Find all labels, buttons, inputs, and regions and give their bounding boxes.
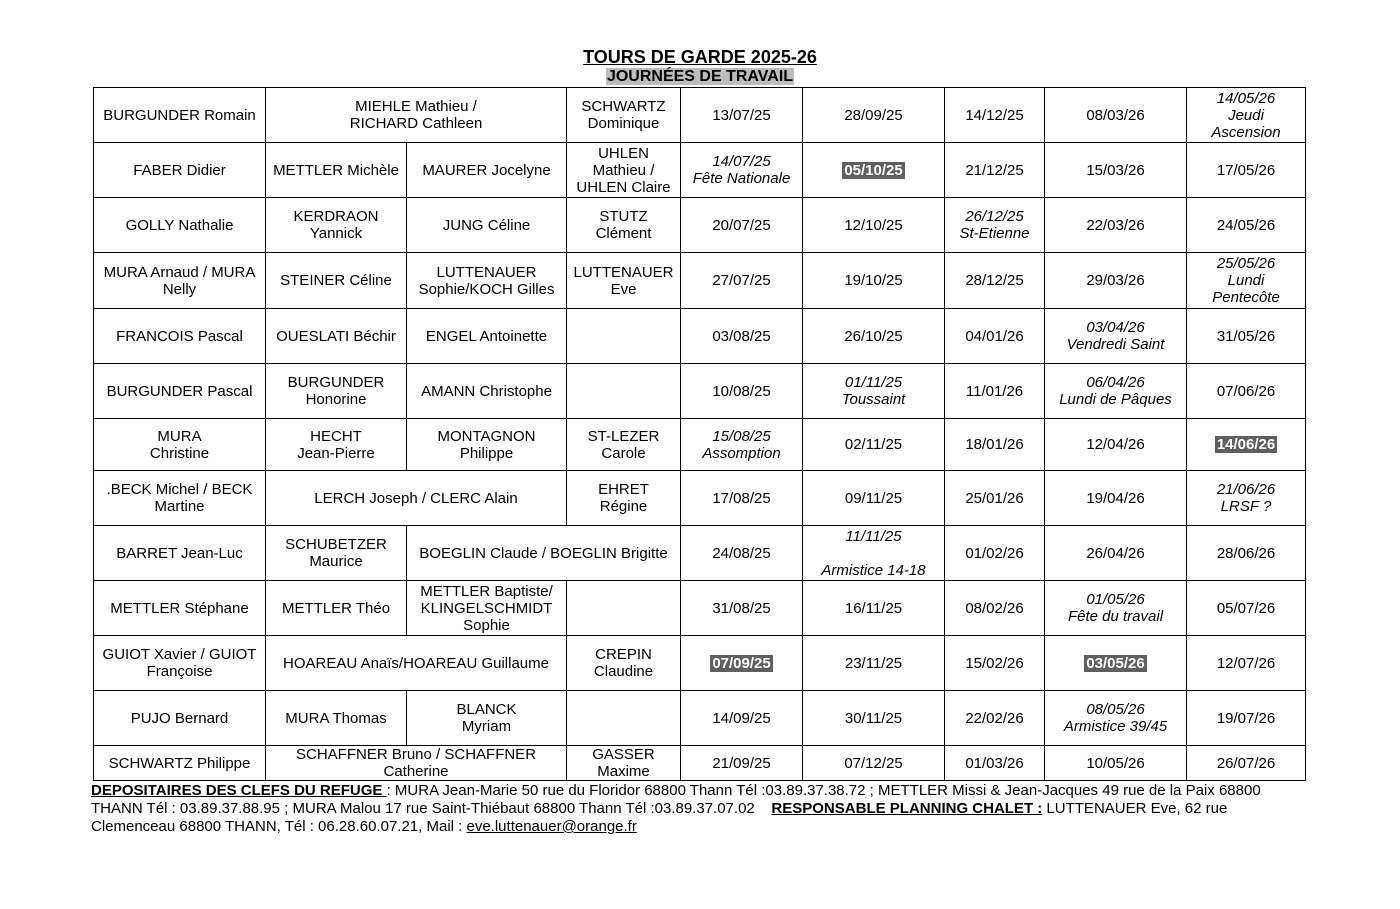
duty-date-text: 19/10/25 (844, 272, 903, 289)
duty-date-cell (681, 581, 803, 636)
duty-date-cell (681, 691, 803, 746)
team-member-cell (94, 198, 266, 253)
table-row (94, 253, 1306, 309)
duty-date-cell (681, 526, 803, 581)
team-member-cell (94, 691, 266, 746)
team-member-text: CREPIN Claudine (593, 646, 654, 680)
team-member-text: BURGUNDER Romain (103, 106, 256, 124)
duty-date-text: 04/01/26 (965, 327, 1024, 345)
team-member-cell (266, 746, 567, 781)
team-member-cell (407, 364, 567, 419)
team-member-text: HOAREAU Anaïs/HOAREAU Guillaume (283, 654, 549, 672)
highlighted-date: 03/05/26 (1086, 654, 1145, 672)
team-member-text: UHLEN Mathieu / UHLEN Claire (576, 144, 671, 196)
duty-date-text: 01/03/26 (965, 754, 1024, 772)
duty-date-cell (681, 198, 803, 253)
team-member-text: AMANN Christophe (421, 382, 552, 400)
roster-body (94, 88, 1306, 781)
duty-date-text: 26/04/26 (1086, 544, 1145, 562)
duty-date-cell (803, 88, 945, 143)
duty-date-cell (803, 636, 945, 691)
duty-date-text: 02/11/25 (844, 436, 903, 453)
table-row (94, 526, 1306, 581)
team-member-cell (567, 253, 681, 309)
duty-date-text: 12/04/26 (1086, 436, 1145, 453)
team-member-cell (567, 198, 681, 253)
team-member-text: OUESLATI Béchir (276, 327, 396, 345)
team-member-cell (266, 309, 407, 364)
table-row (94, 691, 1306, 746)
team-member-text: MURA Arnaud / MURA Nelly (103, 263, 256, 298)
duty-date-text: 25/01/26 (965, 489, 1024, 507)
team-member-text: HECHT Jean-Pierre (297, 427, 375, 462)
team-member-cell (567, 746, 681, 781)
team-member-text: GOLLY Nathalie (125, 216, 234, 234)
team-member-cell (567, 143, 681, 198)
duty-date-text: 23/11/25 (844, 654, 903, 672)
duty-date-text: 31/08/25 (712, 599, 771, 617)
highlighted-date: 05/10/25 (844, 161, 903, 179)
duty-date-cell (681, 88, 803, 143)
keys-holders-text: : MURA Jean-Marie 50 rue du Floridor 68800 Thann Tél :03.89.37.38.72 ; METTLER Missi & Jean-Jacques 49 rue de la Paix 68800 THANN Tél : 03.89.37.88.95 ; MURA Malou 17 rue Saint-Thiébaut 68800 Thann Tél :03.89.37.07.02 (91, 782, 1261, 817)
team-member-cell (407, 581, 567, 636)
duty-date-text: 28/09/25 (844, 106, 903, 124)
planning-manager-label: RESPONSABLE PLANNING CHALET : (771, 800, 1043, 817)
team-member-cell (266, 253, 407, 309)
duty-date-text: 03/04/26 Vendredi Saint (1066, 319, 1165, 353)
duty-date-cell (681, 253, 803, 309)
duty-date-text: 22/03/26 (1086, 216, 1145, 234)
team-member-cell (567, 419, 681, 471)
duty-date-cell (803, 581, 945, 636)
team-member-text: EHRET Régine (598, 481, 649, 515)
team-member-cell (266, 419, 407, 471)
team-member-cell (94, 746, 266, 781)
team-member-cell (407, 143, 567, 198)
duty-date-cell (1187, 364, 1306, 419)
team-member-text: PUJO Bernard (130, 709, 229, 727)
team-member-text: METTLER Michèle (273, 161, 399, 179)
team-member-cell (266, 581, 407, 636)
duty-date-text: 17/08/25 (712, 489, 771, 507)
duty-date-text: 20/07/25 (712, 216, 771, 234)
duty-date-cell (1045, 419, 1187, 471)
duty-date-text: 16/11/25 (844, 599, 903, 617)
table-row (94, 88, 1306, 143)
keys-holders-label: DEPOSITAIRES DES CLEFS DU REFUGE (91, 782, 387, 799)
duty-date-cell (1045, 746, 1187, 781)
team-member-cell (407, 691, 567, 746)
team-member-cell (94, 636, 266, 691)
duty-date-cell (803, 746, 945, 781)
contact-email-link[interactable]: eve.luttenauer@orange.fr (466, 818, 637, 835)
duty-date-cell (1187, 746, 1306, 781)
team-member-text: FRANCOIS Pascal (116, 327, 243, 345)
team-member-cell (567, 309, 681, 364)
team-member-text: ST-LEZER Carole (587, 427, 660, 462)
duty-date-text: 31/05/26 (1216, 327, 1276, 345)
duty-date-cell (803, 526, 945, 581)
team-member-cell (567, 581, 681, 636)
duty-date-text: 07/12/25 (844, 754, 903, 772)
duty-date-text: 21/06/26 LRSF ? (1216, 481, 1276, 515)
duty-date-cell (945, 471, 1045, 526)
page-subtitle: JOURNÉES DE TRAVAIL (606, 68, 794, 85)
duty-date-cell (1045, 309, 1187, 364)
table-row (94, 746, 1306, 781)
team-member-cell (94, 143, 266, 198)
duty-date-text: 10/08/25 (712, 382, 771, 400)
duty-date-cell (1045, 691, 1187, 746)
team-member-text: GUIOT Xavier / GUIOT Françoise (102, 646, 257, 680)
team-member-text: BURGUNDER Honorine (287, 374, 385, 408)
footer-notes (91, 782, 1306, 836)
duty-date-cell (1045, 253, 1187, 309)
duty-date-text: 08/03/26 (1086, 106, 1145, 124)
duty-date-text: 14/09/25 (712, 709, 771, 727)
duty-date-text: 25/05/26 Lundi Pentecôte (1212, 255, 1280, 306)
team-member-text: METTLER Théo (281, 599, 391, 617)
team-member-text: LERCH Joseph / CLERC Alain (314, 489, 518, 507)
team-member-cell (266, 143, 407, 198)
duty-date-text: 01/02/26 (965, 544, 1024, 562)
duty-date-text: 13/07/25 (712, 106, 771, 124)
table-row (94, 471, 1306, 526)
duty-date-cell (945, 198, 1045, 253)
team-member-cell (407, 419, 567, 471)
duty-date-cell (1187, 419, 1306, 471)
duty-date-text: 26/07/26 (1216, 754, 1276, 772)
duty-date-text: 14/12/25 (965, 106, 1024, 124)
duty-date-cell (803, 364, 945, 419)
duty-date-text: 03/08/25 (712, 327, 771, 345)
duty-date-text: 01/11/25 Toussaint (841, 374, 906, 408)
duty-date-cell (803, 253, 945, 309)
team-member-cell (266, 526, 407, 581)
team-member-cell (94, 526, 266, 581)
duty-date-text: 05/07/26 (1216, 599, 1276, 617)
duty-date-text: 11/01/26 (965, 382, 1024, 400)
duty-date-cell (945, 581, 1045, 636)
table-row (94, 143, 1306, 198)
duty-date-cell (945, 143, 1045, 198)
duty-date-cell (1187, 143, 1306, 198)
team-member-cell (567, 636, 681, 691)
duty-date-text: 07/06/26 (1216, 382, 1276, 400)
duty-date-cell (1045, 88, 1187, 143)
duty-date-cell (1045, 471, 1187, 526)
duty-date-text: 12/07/26 (1216, 654, 1276, 672)
team-member-text: FABER Didier (133, 161, 226, 179)
duty-date-cell (1187, 88, 1306, 143)
duty-date-cell (1187, 581, 1306, 636)
duty-date-cell (945, 88, 1045, 143)
duty-date-cell (1187, 253, 1306, 309)
duty-date-cell (803, 419, 945, 471)
team-member-text: KERDRAON Yannick (293, 208, 379, 242)
duty-date-cell (803, 198, 945, 253)
duty-date-text: 14/07/25 Fête Nationale (692, 153, 791, 187)
duty-date-text: 19/04/26 (1086, 489, 1145, 507)
duty-date-text: 12/10/25 (844, 216, 903, 234)
team-member-text: LUTTENAUER Sophie/KOCH Gilles (418, 263, 555, 298)
duty-date-cell (1045, 198, 1187, 253)
table-row (94, 309, 1306, 364)
team-member-text: JUNG Céline (442, 216, 531, 234)
duty-date-text: 29/03/26 (1086, 272, 1145, 289)
duty-date-cell (803, 143, 945, 198)
duty-date-cell (945, 364, 1045, 419)
duty-date-cell (945, 691, 1045, 746)
team-member-text: .BECK Michel / BECK Martine (106, 481, 253, 515)
team-member-text: MAURER Jocelyne (422, 161, 551, 179)
duty-roster-table (93, 87, 1306, 781)
duty-date-cell (681, 364, 803, 419)
duty-date-text: 24/05/26 (1216, 216, 1276, 234)
duty-date-cell (681, 746, 803, 781)
table-row (94, 198, 1306, 253)
team-member-text: STEINER Céline (280, 272, 392, 289)
duty-date-text: 27/07/25 (712, 272, 771, 289)
team-member-text: BOEGLIN Claude / BOEGLIN Brigitte (419, 544, 668, 562)
team-member-cell (266, 364, 407, 419)
team-member-cell (94, 419, 266, 471)
duty-date-cell (1187, 198, 1306, 253)
duty-date-text: 15/08/25 Assomption (702, 427, 781, 462)
duty-date-cell (945, 636, 1045, 691)
duty-date-cell (945, 526, 1045, 581)
subtitle-wrap (0, 68, 1400, 86)
duty-date-text: 21/12/25 (965, 161, 1024, 179)
team-member-cell (266, 691, 407, 746)
team-member-cell (94, 471, 266, 526)
duty-date-text: 08/05/26 Armistice 39/45 (1063, 701, 1168, 735)
duty-date-cell (1187, 691, 1306, 746)
team-member-cell (407, 253, 567, 309)
duty-date-cell (1187, 636, 1306, 691)
duty-date-cell (681, 471, 803, 526)
duty-date-cell (1045, 143, 1187, 198)
team-member-cell (94, 253, 266, 309)
team-member-text: ENGEL Antoinette (425, 327, 548, 345)
team-member-cell (407, 198, 567, 253)
duty-date-text: 09/11/25 (844, 489, 903, 507)
team-member-text: SCHAFFNER Bruno / SCHAFFNER Catherine (295, 746, 537, 780)
duty-date-cell (681, 143, 803, 198)
duty-date-text: 28/06/26 (1216, 544, 1276, 562)
team-member-cell (94, 364, 266, 419)
duty-date-text: 21/09/25 (712, 754, 771, 772)
table-row (94, 419, 1306, 471)
duty-date-text: 08/02/26 (965, 599, 1024, 617)
duty-date-text: 17/05/26 (1216, 161, 1276, 179)
team-member-text: BURGUNDER Pascal (106, 382, 253, 400)
team-member-text: MURA Christine (149, 427, 210, 462)
duty-date-text: 26/12/25 St-Etienne (959, 208, 1030, 242)
duty-date-cell (681, 419, 803, 471)
duty-date-cell (803, 471, 945, 526)
duty-date-text: 30/11/25 (844, 709, 903, 727)
duty-date-cell (945, 309, 1045, 364)
team-member-text: MONTAGNON Philippe (437, 427, 536, 462)
duty-date-text: 01/05/26 Fête du travail (1067, 591, 1164, 625)
team-member-text: LUTTENAUER Eve (573, 263, 674, 298)
planning-manager-text: LUTTENAUER Eve, 62 rue Clemenceau 68800 THANN, Tél : 06.28.60.07.21, Mail : (91, 800, 1228, 835)
team-member-cell (407, 309, 567, 364)
duty-date-text: 24/08/25 (712, 544, 771, 562)
team-member-cell (567, 471, 681, 526)
team-member-cell (266, 471, 567, 526)
team-member-cell (567, 88, 681, 143)
duty-date-text: 14/05/26 Jeudi Ascension (1211, 89, 1281, 141)
highlighted-date: 07/09/25 (712, 654, 771, 672)
team-member-text: METTLER Baptiste/ KLINGELSCHMIDT Sophie (420, 582, 553, 634)
team-member-cell (567, 691, 681, 746)
duty-date-text: 15/03/26 (1086, 161, 1145, 179)
duty-date-text: 18/01/26 (965, 436, 1024, 453)
duty-date-cell (1045, 636, 1187, 691)
team-member-text: SCHUBETZER Maurice (285, 536, 387, 570)
table-row (94, 636, 1306, 691)
team-member-cell (266, 88, 567, 143)
page-title: TOURS DE GARDE 2025-26 (583, 47, 817, 67)
duty-date-text: 15/02/26 (965, 654, 1024, 672)
team-member-cell (94, 309, 266, 364)
team-member-cell (407, 526, 681, 581)
table-row (94, 364, 1306, 419)
highlighted-date: 14/06/26 (1216, 436, 1276, 453)
team-member-text: SCHWARTZ Philippe (108, 754, 251, 772)
team-member-text: STUTZ Clément (595, 208, 652, 242)
duty-date-cell (1187, 526, 1306, 581)
duty-date-cell (1045, 364, 1187, 419)
table-row (94, 581, 1306, 636)
duty-date-cell (945, 419, 1045, 471)
duty-date-cell (945, 746, 1045, 781)
team-member-cell (94, 88, 266, 143)
team-member-text: METTLER Stéphane (110, 599, 249, 617)
team-member-text: SCHWARTZ Dominique (581, 98, 666, 132)
duty-date-text: 22/02/26 (965, 709, 1024, 727)
team-member-cell (94, 581, 266, 636)
team-member-cell (567, 364, 681, 419)
team-member-cell (266, 198, 407, 253)
duty-date-cell (803, 691, 945, 746)
team-member-cell (266, 636, 567, 691)
team-member-text: BLANCK Myriam (456, 701, 517, 735)
duty-date-text: 10/05/26 (1086, 754, 1145, 772)
duty-date-cell (945, 253, 1045, 309)
duty-date-cell (681, 309, 803, 364)
team-member-text: MIEHLE Mathieu / RICHARD Cathleen (349, 98, 483, 132)
duty-date-cell (803, 309, 945, 364)
duty-date-cell (1187, 309, 1306, 364)
duty-date-text: 06/04/26 Lundi de Pâques (1059, 374, 1172, 408)
team-member-text: MURA Thomas (285, 709, 387, 727)
duty-date-cell (1045, 581, 1187, 636)
duty-date-cell (681, 636, 803, 691)
duty-date-text: 11/11/25 Armistice 14-18 (821, 527, 926, 579)
duty-date-cell (1187, 471, 1306, 526)
duty-date-cell (1045, 526, 1187, 581)
duty-date-text: 26/10/25 (844, 327, 903, 345)
duty-date-text: 19/07/26 (1216, 709, 1276, 727)
team-member-text: GASSER Maxime (592, 746, 655, 780)
duty-date-text: 28/12/25 (965, 272, 1024, 289)
team-member-text: BARRET Jean-Luc (116, 544, 243, 562)
